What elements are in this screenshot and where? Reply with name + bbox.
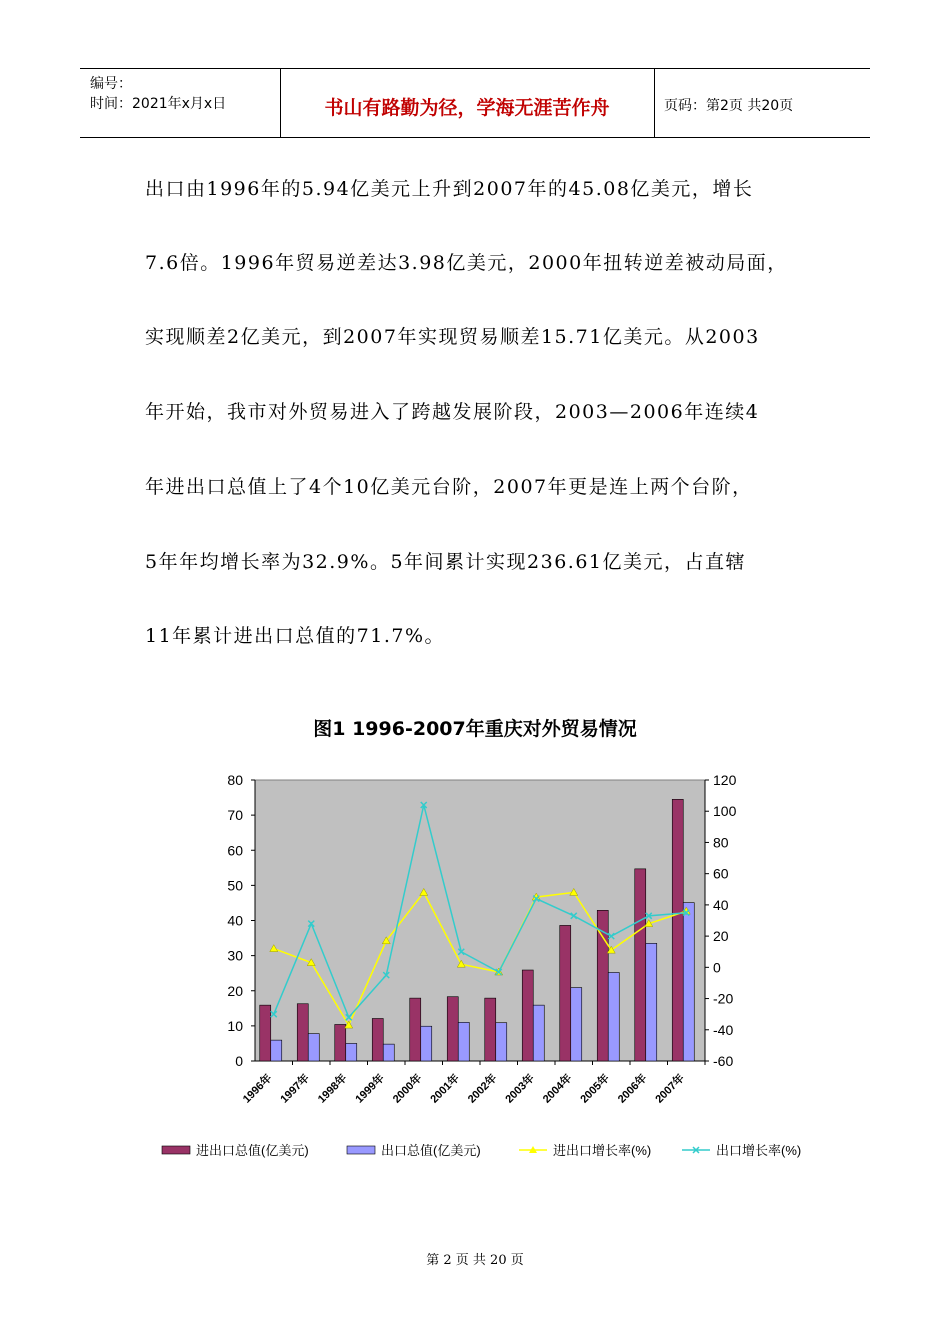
body-line: 出口由1996年的5.94亿美元上升到2007年的45.08亿美元，增长 xyxy=(145,178,754,200)
x-axis-tick-label: 1996年 xyxy=(240,1072,275,1106)
x-axis-tick-label: 1997年 xyxy=(278,1072,312,1106)
bar xyxy=(522,970,533,1061)
bar xyxy=(372,1018,383,1061)
bar xyxy=(571,988,582,1061)
right-axis-tick-label: 100 xyxy=(713,803,737,820)
left-axis-tick-label: 70 xyxy=(227,807,243,824)
right-axis-tick-label: -20 xyxy=(713,990,734,1007)
bar xyxy=(646,943,657,1061)
bar xyxy=(533,1005,544,1061)
x-axis-tick-label: 2001年 xyxy=(428,1072,462,1106)
bar xyxy=(410,998,421,1061)
legend-label: 进出口总值(亿美元) xyxy=(196,1143,309,1158)
right-axis-tick-label: 120 xyxy=(713,772,737,788)
legend-swatch xyxy=(347,1146,375,1154)
bar xyxy=(297,1004,308,1061)
body-line: 实现顺差2亿美元，到2007年实现贸易顺差15.71亿美元。从2003 xyxy=(145,326,760,348)
left-axis-tick-label: 40 xyxy=(227,912,243,929)
bar xyxy=(608,972,619,1061)
x-axis-tick-label: 1999年 xyxy=(353,1072,387,1106)
document-date-label: 时间：2021年x月x日 xyxy=(90,96,227,112)
legend-label: 出口总值(亿美元) xyxy=(381,1143,481,1158)
bar xyxy=(271,1040,282,1061)
right-axis-tick-label: 40 xyxy=(713,896,729,913)
body-line: 7.6倍。1996年贸易逆差达3.98亿美元，2000年扭转逆差被动局面， xyxy=(145,252,788,274)
body-line: 年进出口总值上了4个10亿美元台阶，2007年更是连上两个台阶， xyxy=(145,476,753,498)
left-axis-tick-label: 20 xyxy=(227,982,243,999)
body-line: 年开始，我市对外贸易进入了跨越发展阶段，2003—2006年连续4 xyxy=(145,401,760,423)
x-axis-tick-label: 2000年 xyxy=(390,1072,425,1106)
page-footer: 第 2 页 共 20 页 xyxy=(426,1253,524,1268)
bar xyxy=(346,1043,357,1061)
chart-title: 图1 1996-2007年重庆对外贸易情况 xyxy=(313,718,637,740)
body-line: 11年累计进出口总值的71.7%。 xyxy=(145,625,446,647)
legend-label: 进出口增长率(%) xyxy=(553,1143,652,1158)
right-axis-tick-label: 20 xyxy=(713,928,729,945)
header-motto: 书山有路勤为径，学海无涯苦作舟 xyxy=(324,97,610,119)
bar xyxy=(635,869,646,1061)
legend-label: 出口增长率(%) xyxy=(716,1143,802,1158)
right-axis-tick-label: -40 xyxy=(713,1021,734,1038)
left-axis-tick-label: 60 xyxy=(227,842,243,859)
bar xyxy=(683,903,694,1061)
right-axis-tick-label: 80 xyxy=(713,834,729,851)
bar xyxy=(458,1022,469,1061)
left-axis-tick-label: 30 xyxy=(227,947,243,964)
x-axis-tick-label: 2007年 xyxy=(653,1072,687,1106)
bar xyxy=(485,998,496,1061)
x-axis-tick-label: 2006年 xyxy=(615,1072,650,1106)
bar xyxy=(335,1024,346,1061)
left-axis-tick-label: 50 xyxy=(227,877,243,894)
x-axis-tick-label: 2002年 xyxy=(465,1072,500,1106)
x-axis-tick-label: 2003年 xyxy=(503,1072,537,1106)
header-page-info: 页码：第2页 共20页 xyxy=(664,98,794,114)
left-axis-tick-label: 10 xyxy=(227,1017,243,1034)
x-axis-tick-label: 1998年 xyxy=(315,1072,350,1106)
bar xyxy=(447,997,458,1061)
document-number-label: 编号： xyxy=(90,76,132,92)
x-axis-tick-label: 2004年 xyxy=(540,1072,575,1106)
x-axis-tick-label: 2005年 xyxy=(578,1072,612,1106)
bar xyxy=(560,925,571,1061)
bar xyxy=(308,1034,319,1061)
right-axis-tick-label: 60 xyxy=(713,865,729,882)
legend-swatch xyxy=(162,1146,190,1154)
bar xyxy=(383,1044,394,1061)
bar xyxy=(421,1026,432,1061)
right-axis-tick-label: -60 xyxy=(713,1053,734,1069)
bar xyxy=(672,799,683,1061)
bar xyxy=(496,1023,507,1061)
left-axis-tick-label: 80 xyxy=(227,772,243,788)
right-axis-tick-label: 0 xyxy=(713,959,721,976)
bar xyxy=(260,1005,271,1061)
left-axis-tick-label: 0 xyxy=(235,1053,243,1069)
body-line: 5年年均增长率为32.9%。5年间累计实现236.61亿美元，占直辖 xyxy=(145,551,747,573)
